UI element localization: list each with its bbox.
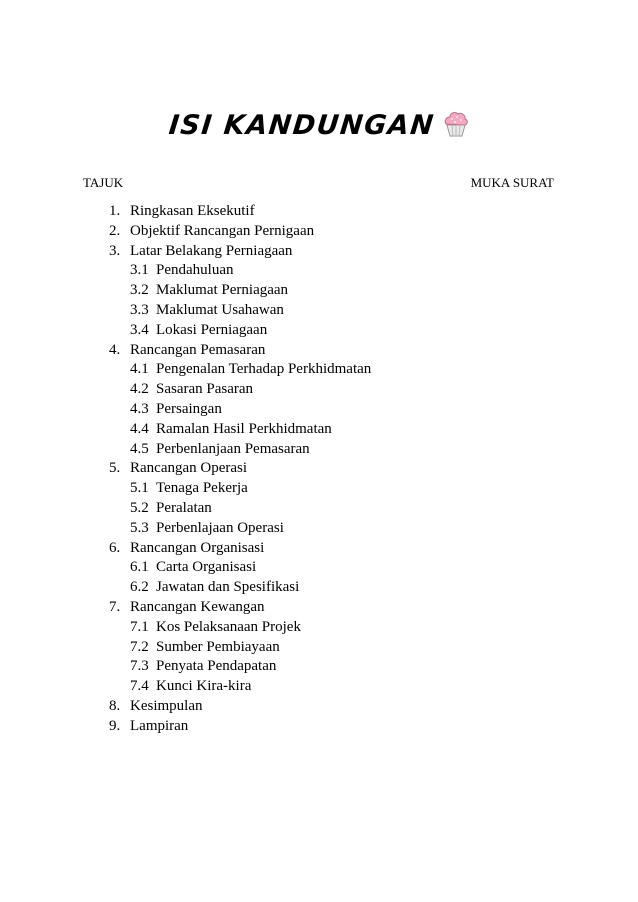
cupcake-icon [443,110,469,138]
toc-number: 4.2 [130,381,149,398]
toc-number: 3. [109,242,121,259]
toc-subsection [0,281,638,301]
toc-entry-text: Objektif Rancangan Pernigaan [130,222,315,239]
toc-entry-text: Maklumat Usahawan [156,301,284,318]
toc-section [0,242,638,262]
toc-entry-text: Kesimpulan [130,697,203,714]
toc-entry-text: Carta Organisasi [156,559,257,576]
toc-entry-text: Pendahuluan [156,262,234,279]
toc-entry-text: Ringkasan Eksekutif [130,203,255,219]
column-header-muka-surat: MUKA SURAT [470,175,554,190]
toc-section [0,222,638,242]
toc-number: 4.3 [130,400,149,417]
toc-number: 4. [109,341,121,358]
toc-entry-text: Persaingan [156,400,222,417]
toc-section [0,202,638,222]
toc-entry-text: Pengenalan Terhadap Perkhidmatan [156,361,372,378]
toc-number: 1. [109,203,121,219]
toc-number: 3.3 [130,301,149,318]
toc-section [0,697,638,717]
toc-entry-text: Rancangan Organisasi [130,539,265,556]
toc-entry-text: Maklumat Perniagaan [156,282,289,299]
toc-entry-text: Rancangan Pemasaran [130,341,266,358]
toc-subsection [0,479,638,499]
toc-number: 5.1 [130,480,149,497]
page-title: ISI KANDUNGAN [167,110,437,141]
toc-number: 7.3 [130,658,149,675]
toc-subsection [0,519,638,539]
toc-subsection [0,400,638,420]
toc-entry-text: Sumber Pembiayaan [156,638,280,655]
toc-number: 5. [109,460,121,477]
toc-subsection [0,360,638,380]
toc-subsection [0,301,638,321]
toc-number: 3.1 [130,262,149,279]
toc-number: 6. [109,539,121,556]
toc-subsection [0,638,638,658]
toc-section [0,717,638,737]
toc-number: 5.3 [130,519,149,536]
column-header-tajuk: TAJUK [83,175,124,190]
toc-entry-text: Rancangan Kewangan [130,598,265,615]
toc-number: 4.5 [130,440,149,457]
toc-subsection [0,618,638,638]
toc-section [0,459,638,479]
title-block [0,110,638,141]
toc-number: 4.1 [130,361,149,378]
toc-entry-text: Perbenlanjaan Pemasaran [156,440,310,457]
toc-number: 7. [109,598,121,615]
toc-number: 2. [109,222,121,239]
toc-entry-text: Lampiran [130,717,189,734]
toc-number: 3.2 [130,282,149,299]
toc-number: 8. [109,697,121,714]
table-of-contents [0,202,638,737]
toc-entry-text: Jawatan dan Spesifikasi [156,579,300,596]
toc-entry-text: Tenaga Pekerja [156,480,248,497]
toc-number: 9. [109,717,121,734]
toc-entry-text: Kos Pelaksanaan Projek [156,618,301,635]
toc-number: 5.2 [130,499,149,516]
toc-entry-text: Latar Belakang Perniagaan [130,242,293,259]
toc-number: 3.4 [130,321,149,338]
toc-entry-text: Sasaran Pasaran [156,381,254,398]
toc-subsection [0,261,638,281]
toc-subsection [0,499,638,519]
toc-entry-text: Ramalan Hasil Perkhidmatan [156,420,332,437]
toc-section [0,341,638,361]
toc-number: 4.4 [130,420,149,437]
toc-number: 7.1 [130,618,149,635]
toc-section [0,539,638,559]
toc-subsection [0,321,638,341]
toc-number: 7.4 [130,678,149,695]
toc-subsection [0,420,638,440]
toc-entry-text: Penyata Pendapatan [156,658,277,675]
toc-entry-text: Perbenlajaan Operasi [156,519,284,536]
toc-number: 6.2 [130,579,149,596]
toc-subsection [0,657,638,677]
toc-number: 7.2 [130,638,149,655]
toc-entry-text: Kunci Kira-kira [156,678,252,695]
toc-entry-text: Peralatan [156,499,212,516]
toc-number: 6.1 [130,559,149,576]
toc-subsection [0,677,638,697]
toc-subsection [0,440,638,460]
toc-subsection [0,380,638,400]
toc-subsection [0,558,638,578]
toc-section [0,598,638,618]
toc-entry-text: Lokasi Perniagaan [156,321,268,338]
toc-subsection [0,578,638,598]
toc-entry-text: Rancangan Operasi [130,460,248,477]
